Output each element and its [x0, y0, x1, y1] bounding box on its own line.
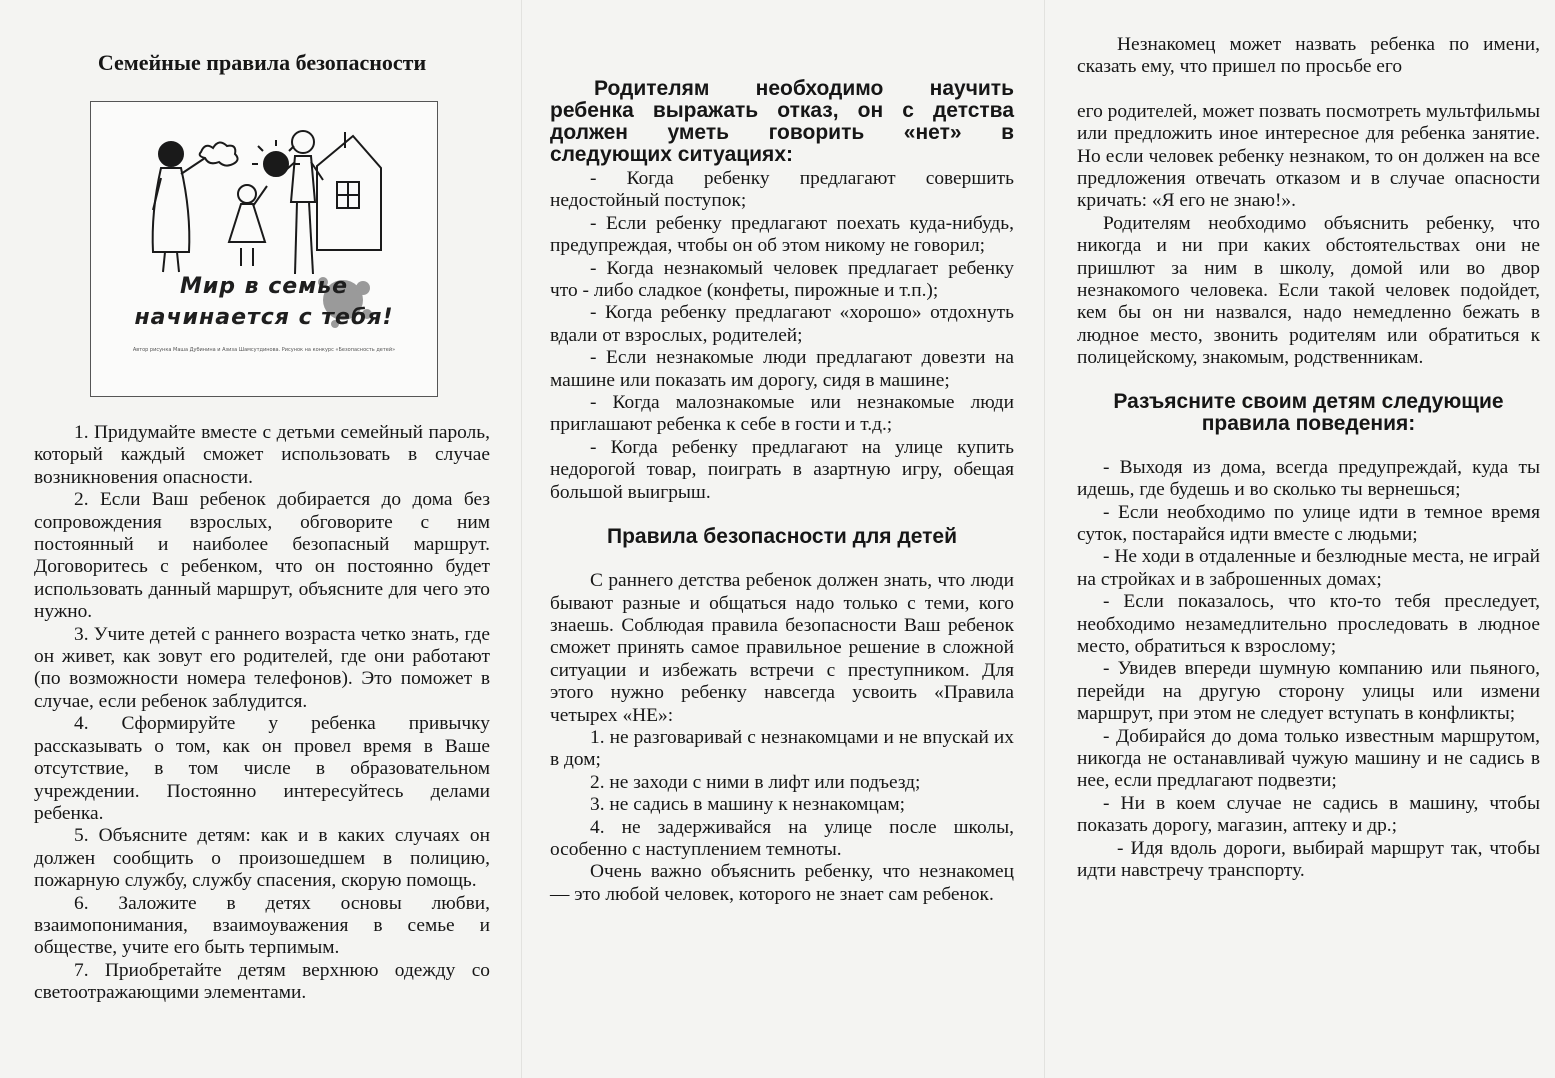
behavior-rule: - Добирайся до дома только известным маршрутом, никогда не останавливай чужую машину и не садись в нее, если предлагают подвезти;: [1077, 725, 1540, 792]
children-rules-title: Правила безопасности для детей: [606, 525, 958, 549]
parents-explain-para: Родителям необходимо объяснить ребенку, что никогда и ни при каких обстоятельствах они не пришлют за ним в школу, домой или во двор незнакомого человека. Если такой человек подойдет, кем бы он ни назвался, надо немедленно бежать в людное место, звонить родителям или обратиться к полицейскому, знакомым, родственникам.: [1077, 212, 1540, 369]
refusal-heading: [550, 78, 1014, 166]
situation-item: - Когда малознакомые или незнакомые люди приглашают ребенка к себе в гости и т.д.;: [550, 392, 1014, 436]
family-rule-1: 1. Придумайте вместе с детьми семейный пароль, который каждый сможет использовать в случае возникновения опасности.: [34, 422, 490, 488]
situation-item: - Когда ребенку предлагают «хорошо» отдохнуть вдали от взрослых, родителей;: [550, 302, 1014, 346]
behavior-rule: - Не ходи в отдаленные и безлюдные места, не играй на стройках и в заброшенных домах;: [1077, 546, 1540, 590]
refusal-heading-line1: Родителям необходимо научить: [594, 77, 1014, 100]
four-ne-item: 1. не разговаривай с незнакомцами и не впускай их в дом;: [550, 726, 1014, 771]
family-rules-title: Семейные правила безопасности: [97, 50, 427, 75]
column-behavior-rules: [1077, 0, 1540, 882]
behavior-rules-list: [1077, 457, 1540, 883]
family-rule-3: 3. Учите детей с раннего возраста четко знать, где он живет, как зовут его родителей, где они работают (по возможности номера телефонов). Это поможет в случае, если ребенок заблудится.: [34, 623, 490, 712]
situation-item: - Когда ребенку предлагают совершить недостойный поступок;: [550, 168, 1014, 212]
stranger-para-continued: его родителей, может позвать посмотреть мультфильмы или предложить иное интересное для ребенка занятие. Но если человек ребенку незнаком, то он должен на все предложения отвечать отказом и в случае опасности кричать: «Я его не знаю!».: [1077, 100, 1540, 212]
behavior-rule: - Идя вдоль дороги, выбирай маршрут так, чтобы идти навстречу транспорту.: [1077, 837, 1540, 881]
refusal-heading-line3: должен уметь говорить «нет» в: [550, 121, 1014, 144]
behavior-rule: - Ни в коем случае не садись в машину, чтобы показать дорогу, магазин, аптеку и др.;: [1077, 792, 1540, 837]
family-rule-4: 4. Сформируйте у ребенка привычку рассказывать о том, как он провел время в Ваше отсутствие, в том числе в образовательном учреждении. Постоянно интересуйтесь делами ребенка.: [34, 713, 490, 824]
behavior-rule: - Увидев впереди шумную компанию или пьяного, перейди на другую сторону улицы или измени маршрут, при этом не следует вступать в конфликты;: [1077, 658, 1540, 725]
family-rule-6: 6. Заложите в детях основы любви, взаимопонимания, взаимоуважения в семье и обществе, учите его быть терпимым.: [34, 892, 490, 959]
behavior-rule: - Если показалось, что кто-то тебя преследует, необходимо незамедлительно проследовать в людное место, обратиться к взрослому;: [1077, 591, 1540, 657]
column-family-rules: [34, 0, 490, 1005]
behavior-rule: - Если необходимо по улице идти в темное время суток, постарайся идти вместе с людьми;: [1077, 501, 1540, 545]
four-ne-item: 2. не заходи с ними в лифт или подъезд;: [590, 771, 921, 793]
behavior-rules-title-line2: правила поведения:: [1201, 411, 1416, 435]
refusal-heading-line4: следующих ситуациях:: [550, 143, 793, 166]
fold-line-left: [521, 0, 522, 1078]
family-illustration: [90, 101, 438, 397]
children-rules-intro: С раннего детства ребенок должен знать, что люди бывают разные и общаться надо только с теми, кого знаешь. Соблюдая правила безопасности Ваш ребенок сможет принять самое правильное решение в сложной ситуации и избежать встречи с преступником. Для этого нужно ребенку навсегда усвоить «Правила четырех «НЕ»:: [550, 570, 1014, 726]
fold-line-right: [1044, 0, 1045, 1078]
illustration-slogan-line2: начинается с тебя!: [134, 305, 394, 330]
family-rule-7: 7. Приобретайте детям верхнюю одежду со светоотражающими элементами.: [34, 959, 490, 1004]
refusal-heading-line2: ребенка выражать отказ, он с детства: [550, 99, 1014, 122]
family-rule-2: 2. Если Ваш ребенок добирается до дома без сопровождения взрослых, обговорите с ним постоянный и наиболее безопасный маршрут. Договоритесь с ребенком, что он постоянно будет использовать данный маршрут, объясните для чего это нужно.: [34, 489, 490, 623]
four-ne-item: 3. не садись в машину к незнакомцам;: [590, 794, 905, 816]
stranger-definition: Очень важно объяснить ребенку, что незнакомец — это любой человек, которого не знает сам ребенок.: [550, 861, 1014, 905]
behavior-rules-title-line1: Разъясните своим детям следующие: [1113, 389, 1504, 413]
family-rule-5: 5. Объясните детям: как и в каких случаях он должен сообщить о произошедшем в полицию, пожарную службу, службу спасения, скорую помощь.: [34, 825, 490, 892]
situation-item: - Если незнакомые люди предлагают довезти на машине или показать им дорогу, сидя в машине;: [550, 347, 1014, 391]
column-refusal-situations: [550, 0, 1014, 906]
situation-item: - Если ребенку предлагают поехать куда-нибудь, предупреждая, чтобы он об этом никому не говорил;: [550, 212, 1014, 257]
stranger-para-top: Незнакомец может назвать ребенка по имени, сказать ему, что пришел по просьбе его: [1077, 34, 1540, 78]
behavior-rule: - Выходя из дома, всегда предупреждай, куда ты идешь, где будешь и во сколько ты вернешься;: [1077, 456, 1540, 501]
four-ne-list: [550, 727, 1014, 861]
illustration-slogan-line1: Мир в семье: [179, 274, 349, 299]
situation-item: - Когда ребенку предлагают на улице купить недорогой товар, поиграть в азартную игру, обещая большой выигрыш.: [550, 436, 1014, 503]
family-rules-list: [34, 422, 490, 1005]
four-ne-item: 4. не задерживайся на улице после школы, особенно с наступлением темноты.: [550, 816, 1014, 860]
situation-item: - Когда незнакомый человек предлагает ребенку что - либо сладкое (конфеты, пирожные и т.п.);: [550, 257, 1014, 302]
illustration-credit: Автор рисунка Маша Дубинина и Азиза Шамсутдинова. Рисунок на конкурс «Безопасность детей»: [132, 347, 396, 353]
refusal-situations-list: [550, 168, 1014, 504]
